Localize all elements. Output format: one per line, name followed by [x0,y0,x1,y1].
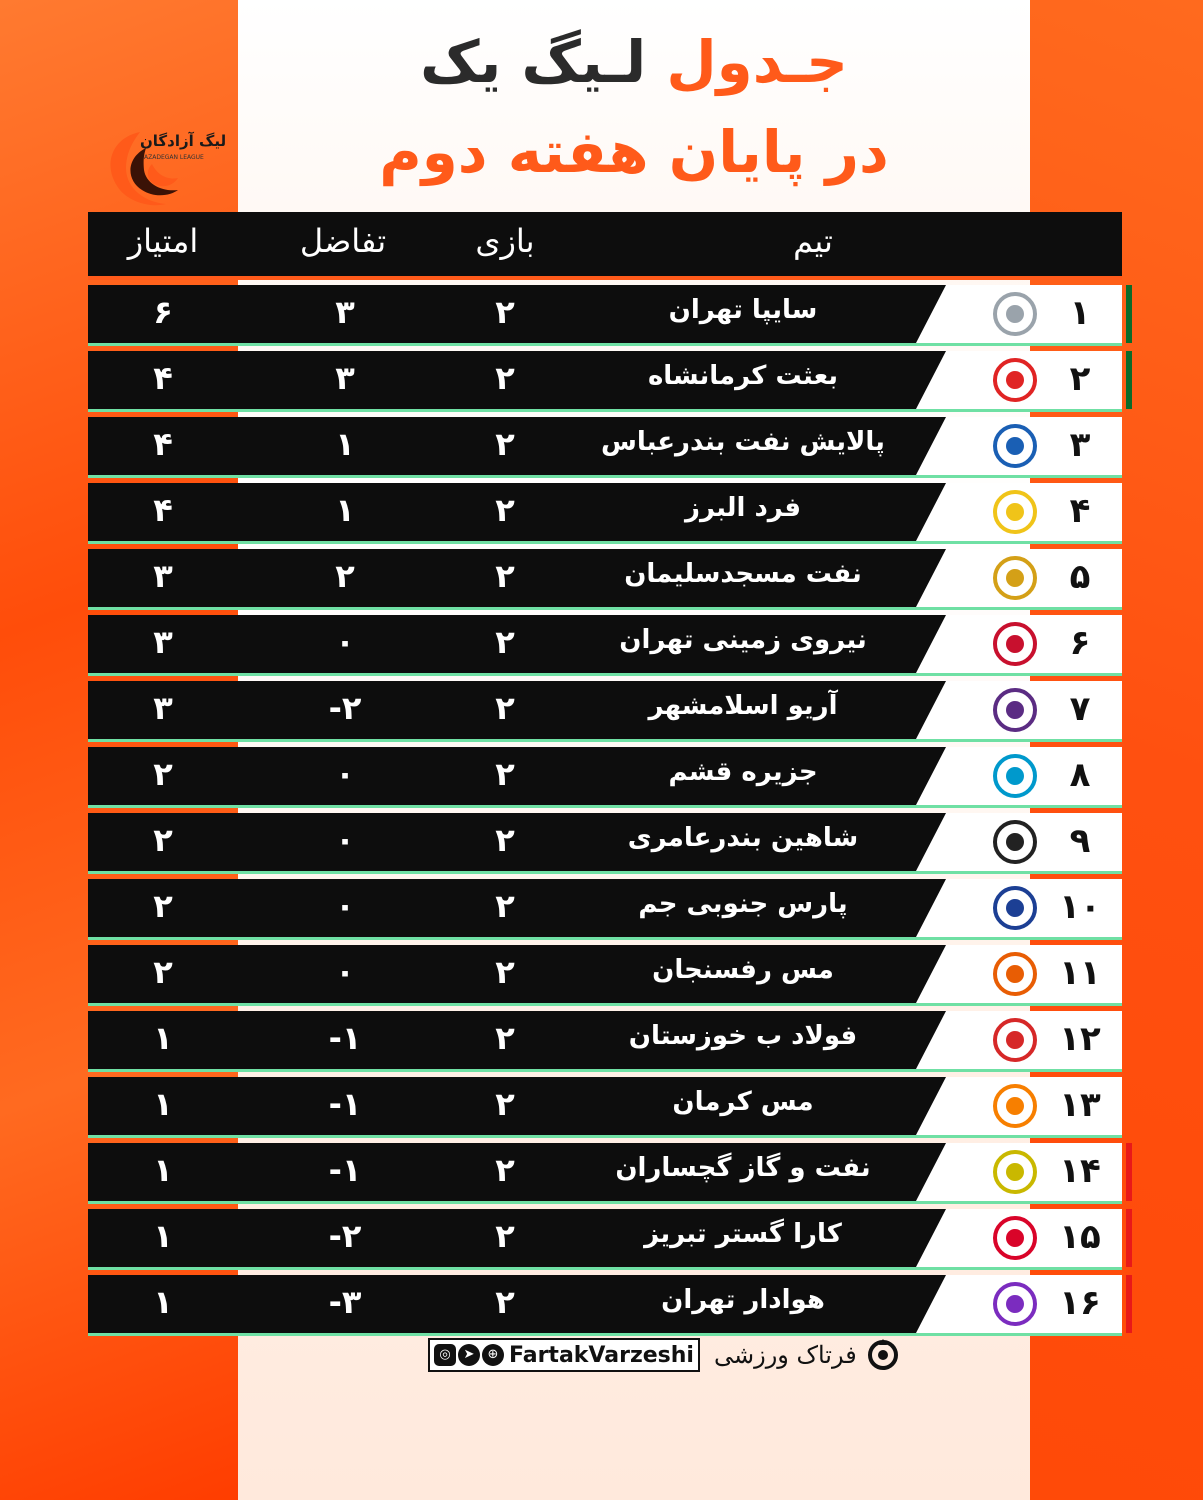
shahin-crest-icon [992,819,1038,865]
team-name: نیروی زمینی تهران [619,625,867,655]
goal-diff-value: -۱ [328,1019,362,1057]
rank-number: ۱۶ [1059,1283,1101,1323]
table-row [88,747,1122,808]
points-value: ۳ [153,689,173,727]
kara-gostar-crest-icon [992,1215,1038,1261]
rank-number: ۴ [1069,491,1091,531]
instagram-icon: ◎ [434,1344,456,1366]
column-header-points: امتیاز [127,222,199,260]
goal-diff-value: ۳ [335,359,355,397]
social-handle: FartakVarzeshi [509,1342,694,1368]
played-value: ۲ [495,623,515,661]
mes-kerman-crest-icon [992,1083,1038,1129]
played-value: ۲ [495,755,515,793]
ario-crest-icon [992,687,1038,733]
goal-diff-value: ۲ [335,557,355,595]
played-value: ۲ [495,425,515,463]
foolad-b-crest-icon [992,1017,1038,1063]
rank-number: ۲ [1069,359,1091,399]
rank-number: ۹ [1069,821,1091,861]
goal-diff-value: ۰ [335,953,355,991]
goal-diff-value: -۱ [328,1151,362,1189]
team-name: پالایش نفت بندرعباس [601,427,885,457]
goal-diff-value: ۰ [335,755,355,793]
table-body [88,285,1122,1336]
web-icon: ⊕ [482,1344,504,1366]
points-value: ۲ [153,821,173,859]
team-name: شاهین بندرعامری [627,823,859,853]
points-value: ۱ [153,1085,173,1123]
table-row [88,285,1122,346]
points-value: ۱ [153,1019,173,1057]
table-row [88,1077,1122,1138]
league-logo-subtext: AZADEGAN LEAGUE [144,154,204,161]
table-row [88,1143,1122,1204]
rank-number: ۱۴ [1059,1151,1101,1191]
goal-diff-value: -۲ [328,689,362,727]
goal-diff-value: -۱ [328,1085,362,1123]
rank-number: ۳ [1069,425,1091,465]
table-row [88,1011,1122,1072]
played-value: ۲ [495,293,515,331]
team-name: هوادار تهران [661,1285,825,1315]
table-row [88,615,1122,676]
table-row [88,1275,1122,1336]
brand-logo-icon [865,1337,901,1373]
brand-name: فرتاک ورزشی [713,1341,857,1369]
mes-rafsanjan-crest-icon [992,951,1038,997]
goal-diff-value: ۰ [335,821,355,859]
rank-number: ۱ [1069,293,1091,333]
played-value: ۲ [495,1283,515,1321]
table-row [88,879,1122,940]
points-value: ۱ [153,1283,173,1321]
rank-number: ۸ [1069,755,1091,795]
rank-number: ۱۱ [1059,953,1101,993]
played-value: ۲ [495,1085,515,1123]
rank-number: ۶ [1069,623,1091,663]
team-name: آریو اسلامشهر [648,691,838,721]
table-row [88,1209,1122,1270]
points-value: ۴ [153,425,173,463]
team-name: فولاد ب خوزستان [628,1021,858,1051]
havadar-crest-icon [992,1281,1038,1327]
team-name: فرد البرز [684,493,802,523]
points-value: ۱ [153,1217,173,1255]
played-value: ۲ [495,359,515,397]
table-row [88,945,1122,1006]
goal-diff-value: ۰ [335,623,355,661]
points-value: ۲ [153,755,173,793]
jazireh-crest-icon [992,753,1038,799]
goal-diff-value: ۱ [335,425,355,463]
points-value: ۶ [153,293,173,331]
column-header-team: تیم [793,222,833,260]
goal-diff-value: ۱ [335,491,355,529]
team-name: پارس جنوبی جم [638,889,848,919]
goal-diff-value: -۳ [328,1283,362,1321]
points-value: ۳ [153,623,173,661]
goal-diff-value: ۰ [335,887,355,925]
gachsaran-crest-icon [992,1149,1038,1195]
table-header [88,212,1122,280]
team-name: سایپا تهران [668,295,818,325]
pars-jonoubi-crest-icon [992,885,1038,931]
promotion-zone-marker [1126,285,1132,343]
table-row [88,417,1122,478]
played-value: ۲ [495,557,515,595]
table-row [88,681,1122,742]
played-value: ۲ [495,1217,515,1255]
page-subtitle: در پایان هفته دوم [379,118,889,186]
footer [428,1336,901,1374]
played-value: ۲ [495,887,515,925]
points-value: ۴ [153,491,173,529]
team-name: کارا گستر تبریز [644,1219,842,1249]
rank-number: ۱۵ [1059,1217,1101,1257]
team-name: نفت و گاز گچساران [615,1153,871,1183]
league-table [88,212,1122,1336]
relegation-zone-marker [1126,1209,1132,1267]
relegation-zone-marker [1126,1143,1132,1201]
points-value: ۱ [153,1151,173,1189]
social-handle-box[interactable] [428,1338,700,1372]
played-value: ۲ [495,689,515,727]
played-value: ۲ [495,491,515,529]
rank-number: ۱۳ [1059,1085,1101,1125]
table-row [88,483,1122,544]
played-value: ۲ [495,953,515,991]
team-name: مس رفسنجان [652,955,834,985]
rank-number: ۵ [1069,557,1091,597]
relegation-zone-marker [1126,1275,1132,1333]
telegram-icon: ➤ [458,1344,480,1366]
played-value: ۲ [495,1151,515,1189]
table-row [88,813,1122,874]
league-logo [100,118,227,214]
rank-number: ۱۲ [1059,1019,1101,1059]
played-value: ۲ [495,821,515,859]
rank-number: ۱۰ [1059,887,1101,927]
table-row [88,549,1122,610]
team-name: بعثت کرمانشاه [647,361,839,391]
column-header-played: بازی [475,222,535,260]
points-value: ۲ [153,953,173,991]
page-title-rest: لـیگ یک [420,28,647,96]
table-row [88,351,1122,412]
points-value: ۲ [153,887,173,925]
rank-number: ۷ [1069,689,1091,729]
page-title-accent: جـدول [666,28,848,96]
points-value: ۴ [153,359,173,397]
saipa-crest-icon [992,291,1038,337]
goal-diff-value: ۳ [335,293,355,331]
points-value: ۳ [153,557,173,595]
page-title [238,28,1030,96]
palayesh-crest-icon [992,423,1038,469]
besat-crest-icon [992,357,1038,403]
promotion-zone-marker [1126,351,1132,409]
niroo-zamini-crest-icon [992,621,1038,667]
team-name: نفت مسجدسلیمان [624,559,862,589]
team-name: مس کرمان [672,1087,814,1117]
goal-diff-value: -۲ [328,1217,362,1255]
column-header-diff: تفاضل [299,222,387,260]
naft-msis-crest-icon [992,555,1038,601]
fard-crest-icon [992,489,1038,535]
played-value: ۲ [495,1019,515,1057]
team-name: جزیره قشم [668,757,818,787]
league-logo-text: لیگ آزادگان [140,132,227,150]
